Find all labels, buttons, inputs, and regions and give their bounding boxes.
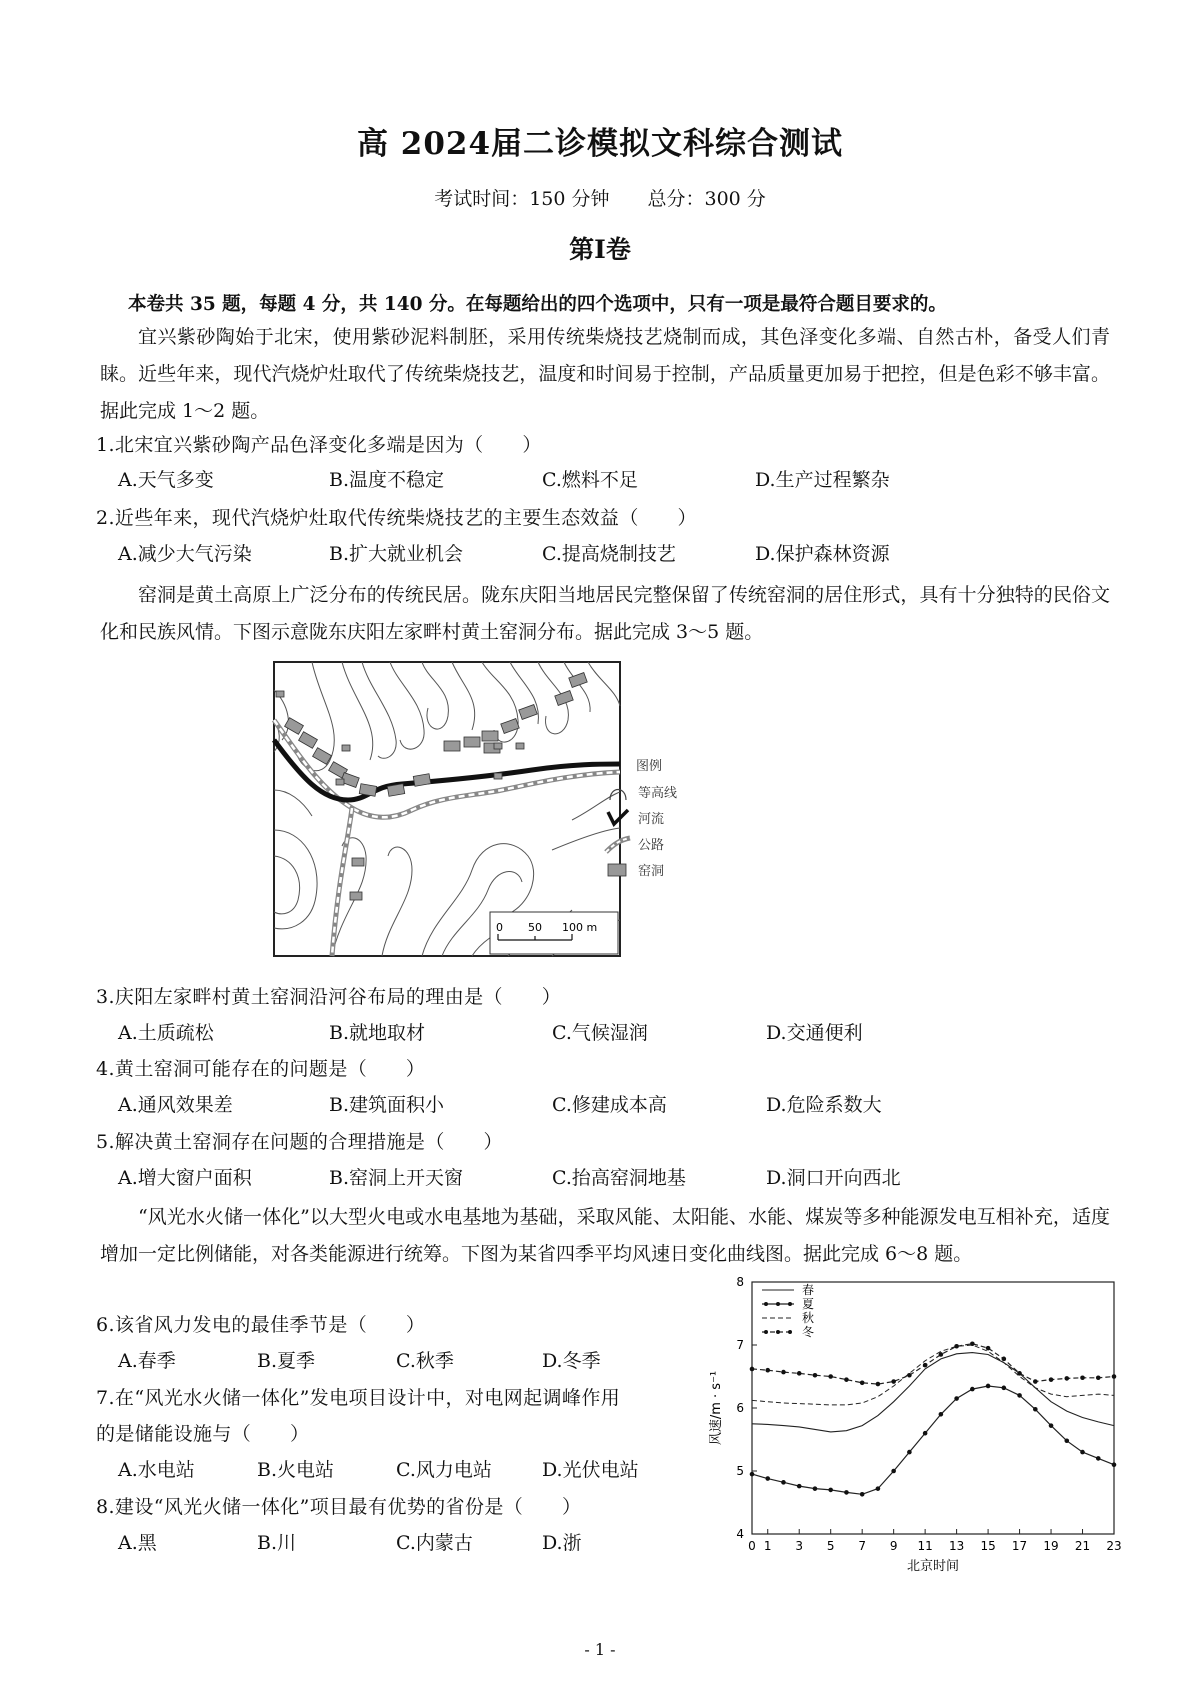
chart-legend <box>762 1283 814 1339</box>
series-2-point <box>986 1384 991 1389</box>
x-axis-label: 北京时间 <box>906 1559 960 1574</box>
legend-label-4: 冬 <box>802 1325 815 1339</box>
series-line-1 <box>752 1353 1114 1432</box>
series-4-point <box>1033 1379 1038 1384</box>
series-4-point <box>1017 1371 1022 1376</box>
q8-option-b: B.川 <box>257 1532 297 1554</box>
q4-option-d: D.危险系数大 <box>766 1094 882 1116</box>
question-7-stem-line1: 7.在“风光水火储一体化”发电项目设计中，对电网起调峰作用 <box>96 1387 621 1409</box>
question-7-stem-line2: 的是储能设施与（ ） <box>96 1423 310 1445</box>
q7-option-c: C.风力电站 <box>396 1459 492 1481</box>
series-2-point <box>1112 1462 1117 1467</box>
legend-label-2: 夏 <box>802 1297 815 1311</box>
x-tick-label: 11 <box>917 1539 933 1553</box>
exam-title: 高 2024届二诊模拟文科综合测试 <box>356 126 844 162</box>
question-6-stem: 6.该省风力发电的最佳季节是（ ） <box>96 1314 426 1336</box>
x-tick-label: 1 <box>763 1539 772 1553</box>
section-instruction: 本卷共 35 题，每题 4 分，共 140 分。在每题给出的四个选项中，只有一项是最符合题目要求的。 <box>128 294 947 315</box>
series-2-point <box>844 1490 849 1495</box>
q4-option-b: B.建筑面积小 <box>329 1094 445 1116</box>
x-tick-label: 5 <box>826 1539 835 1553</box>
q7-option-b: B.火电站 <box>257 1459 335 1481</box>
passage-1: 宜兴紫砂陶始于北宋，使用紫砂泥料制胚，采用传统柴烧技艺烧制而成，其色泽变化多端、自然古朴，备受人们青睐。近些年来，现代汽烧炉灶取代了传统柴烧技艺，温度和时间易于控制，产品质量更加易于把控，但是色彩不够丰富。据此完成 1～2 题。 <box>100 326 1110 422</box>
series-2-point <box>828 1488 833 1493</box>
q1-option-b: B.温度不稳定 <box>329 469 445 491</box>
legend-road: 公路 <box>638 838 665 853</box>
q4-option-a: A.通风效果差 <box>118 1094 233 1116</box>
y-tick-label: 6 <box>736 1401 744 1415</box>
series-4-point <box>1049 1377 1054 1382</box>
q8-option-a: A.黑 <box>118 1532 157 1554</box>
series-2-point <box>939 1412 944 1417</box>
series-line-3 <box>752 1345 1114 1405</box>
x-axis-ticks <box>748 1529 1121 1553</box>
x-tick-label: 21 <box>1074 1539 1091 1553</box>
series-2-point <box>1049 1423 1054 1428</box>
q5-option-c: C.抬高窑洞地基 <box>552 1167 686 1189</box>
series-4-point <box>860 1381 865 1386</box>
q6-option-c: C.秋季 <box>396 1350 454 1372</box>
q2-option-c: C.提高烧制技艺 <box>542 543 676 565</box>
series-4-point <box>765 1368 770 1373</box>
series-2-point <box>1064 1438 1069 1443</box>
series-2-point <box>970 1387 975 1392</box>
series-layer <box>750 1341 1117 1496</box>
page-number: - 1 - <box>584 1640 616 1659</box>
series-4-point <box>923 1363 928 1368</box>
x-tick-label: 9 <box>889 1539 898 1553</box>
series-4-point <box>876 1382 881 1387</box>
q8-option-c: C.内蒙古 <box>396 1532 473 1554</box>
exam-meta <box>0 184 1200 211</box>
legend-swatch-dot <box>776 1302 780 1306</box>
series-2-point <box>797 1484 802 1489</box>
x-tick-label: 23 <box>1106 1539 1122 1553</box>
passage-2: 窑洞是黄土高原上广泛分布的传统民居。陇东庆阳当地居民完整保留了传统窑洞的居住形式，具有十分独特的民俗文化和民族风情。下图示意陇东庆阳左家畔村黄土窑洞分布。据此完成 3～5 题。 <box>100 584 1110 643</box>
x-tick-label: 17 <box>1011 1539 1028 1553</box>
q1-option-c: C.燃料不足 <box>542 469 638 491</box>
question-5-stem: 5.解决黄土窑洞存在问题的合理措施是（ ） <box>96 1131 503 1153</box>
q3-option-c: C.气候湿润 <box>552 1022 648 1044</box>
question-4-stem: 4.黄土窑洞可能存在的问题是（ ） <box>96 1058 426 1080</box>
y-axis-label: 风速/m · s⁻¹ <box>709 1370 724 1446</box>
legend-label-1: 春 <box>802 1283 815 1297</box>
series-4-point <box>891 1379 896 1384</box>
y-tick-label: 7 <box>736 1338 744 1352</box>
series-2-point <box>907 1450 912 1455</box>
legend-swatch-dot <box>764 1330 768 1334</box>
series-4-point <box>954 1344 959 1349</box>
series-4-point <box>750 1367 755 1372</box>
exam-time: 考试时间：150 分钟 <box>434 188 610 210</box>
series-4-point <box>1096 1375 1101 1380</box>
wind-speed-chart <box>690 1270 1130 1582</box>
legend-swatch-dot <box>788 1330 792 1334</box>
kiln-cave-map <box>272 660 752 960</box>
q5-option-b: B.窑洞上开天窗 <box>329 1167 464 1189</box>
q4-option-c: C.修建成本高 <box>552 1094 667 1116</box>
series-2-point <box>750 1472 755 1477</box>
series-2-point <box>1002 1386 1007 1391</box>
series-4-point <box>844 1377 849 1382</box>
y-tick-label: 8 <box>736 1275 744 1289</box>
series-4-point <box>1112 1374 1117 1379</box>
q2-option-b: B.扩大就业机会 <box>329 543 464 565</box>
legend-swatch-dot <box>788 1302 792 1306</box>
scale-label-100: 100 m <box>562 921 598 934</box>
q6-option-b: B.夏季 <box>257 1350 316 1372</box>
series-2-point <box>781 1480 786 1485</box>
series-4-point <box>1002 1357 1007 1362</box>
x-tick-label: 15 <box>980 1539 996 1553</box>
q1-option-d: D.生产过程繁杂 <box>755 469 890 491</box>
legend-river: 河流 <box>638 812 665 827</box>
y-tick-label: 5 <box>736 1464 744 1478</box>
q8-option-d: D.浙 <box>542 1532 582 1554</box>
series-2-point <box>954 1396 959 1401</box>
series-2-point <box>876 1486 881 1491</box>
scale-label-50: 50 <box>528 921 542 934</box>
x-tick-label: 7 <box>858 1539 866 1553</box>
q5-option-a: A.增大窗户面积 <box>118 1167 252 1189</box>
x-tick-label: 3 <box>795 1539 804 1553</box>
series-4-point <box>970 1341 975 1346</box>
series-2-point <box>860 1492 865 1497</box>
q3-option-d: D.交通便利 <box>766 1022 863 1044</box>
exam-total-score: 总分：300 分 <box>647 188 766 210</box>
q7-option-a: A.水电站 <box>118 1459 195 1481</box>
map-scale-bar <box>490 912 618 954</box>
q2-option-d: D.保护森林资源 <box>755 543 890 565</box>
x-tick-label: 19 <box>1043 1539 1059 1553</box>
q6-option-d: D.冬季 <box>542 1350 601 1372</box>
question-8-stem: 8.建设“风光火储一体化”项目最有优势的省份是（ ） <box>96 1496 582 1518</box>
series-2-point <box>813 1486 818 1491</box>
legend-label-3: 秋 <box>802 1311 815 1325</box>
question-1-stem: 1.北宋宜兴紫砂陶产品色泽变化多端是因为（ ） <box>96 434 542 456</box>
q7-option-d: D.光伏电站 <box>542 1459 639 1481</box>
volume-heading: 第Ⅰ卷 <box>569 235 631 264</box>
series-4-point <box>1080 1375 1085 1380</box>
q6-option-a: A.春季 <box>118 1350 176 1372</box>
series-4-point <box>939 1352 944 1357</box>
scale-label-0: 0 <box>496 921 503 934</box>
series-line-2 <box>752 1386 1114 1494</box>
passage-3: “风光水火储一体化”以大型火电或水电基地为基础，采取风能、太阳能、水能、煤炭等多种能源发电互相补充，适度增加一定比例储能，对各类能源进行统筹。下图为某省四季平均风速日变化曲线图。据此完成 6～8 题。 <box>100 1206 1110 1265</box>
question-2-stem: 2.近些年来，现代汽烧炉灶取代传统柴烧技艺的主要生态效益（ ） <box>96 507 697 529</box>
series-2-point <box>1096 1456 1101 1461</box>
legend-swatch-dot <box>776 1330 780 1334</box>
q1-option-a: A.天气多变 <box>118 469 214 491</box>
series-2-point <box>1033 1407 1038 1412</box>
legend-contour: 等高线 <box>638 786 678 801</box>
series-4-point <box>828 1374 833 1379</box>
series-4-point <box>986 1346 991 1351</box>
series-4-point <box>1064 1376 1069 1381</box>
q5-option-d: D.洞口开向西北 <box>766 1167 901 1189</box>
question-3-stem: 3.庆阳左家畔村黄土窑洞沿河谷布局的理由是（ ） <box>96 986 562 1008</box>
q2-option-a: A.减少大气污染 <box>118 543 252 565</box>
series-2-point <box>891 1469 896 1474</box>
kiln-legend-icon <box>608 864 626 876</box>
y-tick-label: 4 <box>736 1527 744 1541</box>
x-tick-label: 0 <box>748 1539 756 1553</box>
legend-swatch-dot <box>764 1302 768 1306</box>
series-2-point <box>1017 1393 1022 1398</box>
series-4-point <box>907 1373 912 1378</box>
y-axis-ticks <box>736 1275 757 1541</box>
series-4-point <box>813 1373 818 1378</box>
series-4-point <box>781 1370 786 1375</box>
series-2-point <box>765 1476 770 1481</box>
legend-title: 图例 <box>636 759 663 774</box>
series-2-point <box>923 1431 928 1436</box>
q3-option-b: B.就地取材 <box>329 1022 426 1044</box>
legend-kiln: 窑洞 <box>638 864 665 879</box>
q3-option-a: A.土质疏松 <box>118 1022 214 1044</box>
x-tick-label: 13 <box>948 1539 965 1553</box>
series-4-point <box>797 1371 802 1376</box>
series-2-point <box>1080 1450 1085 1455</box>
